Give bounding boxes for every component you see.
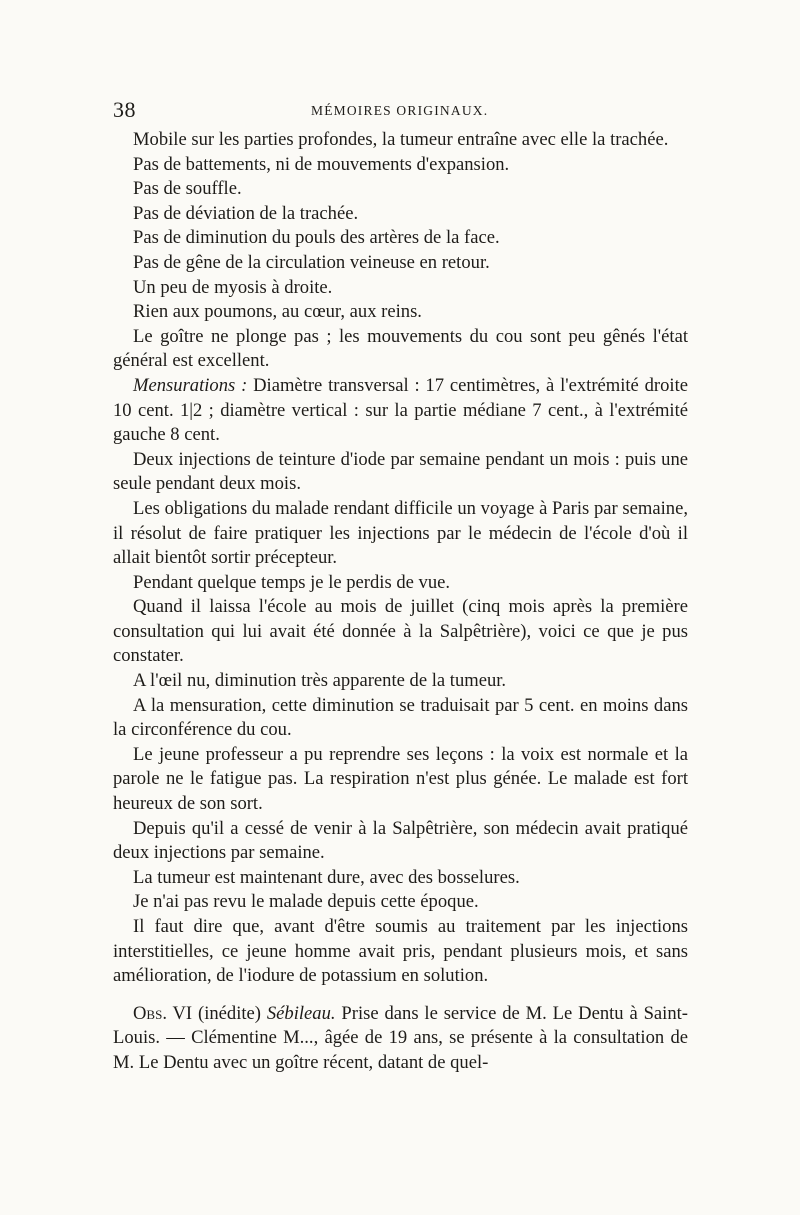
page-header [113, 97, 688, 127]
paragraph: Le jeune professeur a pu reprendre ses leçons : la voix est normale et la parole ne le fatigue pas. La respiration n'est plus génée. Le malade est fort heureux de son sort. [113, 743, 688, 815]
paragraph: Depuis qu'il a cessé de venir à la Salpêtrière, son médecin avait pratiqué deux injections par semaine. [113, 817, 688, 864]
paragraph: Pas de gêne de la circulation veineuse en retour. [133, 251, 490, 273]
paragraph: A la mensuration, cette diminution se traduisait par 5 cent. en moins dans la circonférence du cou. [113, 694, 688, 741]
page-number: 38 [113, 97, 136, 122]
paragraph: A l'œil nu, diminution très apparente de la tumeur. [133, 670, 507, 692]
paragraph: Pas de déviation de la trachée. [133, 202, 359, 224]
paragraph: Pas de battements, ni de mouvements d'expansion. [133, 153, 510, 175]
paragraph: Pas de souffle. [133, 178, 242, 200]
paragraph: Rien aux poumons, au cœur, aux reins. [133, 301, 422, 323]
paragraph: Pendant quelque temps je le perdis de vue. [133, 571, 451, 593]
paragraph-mensurations [113, 374, 688, 448]
paragraph: La tumeur est maintenant dure, avec des bosselures. [133, 866, 520, 888]
mensurations-label: Mensurations : [133, 374, 248, 396]
mensurations-text: Diamètre transversal : 17 centimètres, à l'extrémité droite 10 cent. 1|2 ; diamètre vertical : sur la partie médiane 7 cent., à l'extrémité gauche 8 cent. [113, 374, 688, 446]
observation-author: Sébileau. [266, 1002, 336, 1024]
paragraph: Quand il laissa l'école au mois de juillet (cinq mois après la première consultation qui lui avait été donnée à la Salpêtrière), voici ce que je pus constater. [113, 596, 688, 667]
paragraph: Mobile sur les parties profondes, la tumeur entraîne avec elle la trachée. [133, 129, 669, 150]
paragraph: Deux injections de teinture d'iode par semaine pendant un mois : puis une seule pendant deux mois. [113, 448, 688, 495]
observation-paragraph [113, 1002, 688, 1076]
paragraph: Le goître ne plonge pas ; les mouvements du cou sont peu gênés l'état général est excellent. [113, 325, 688, 372]
observation-note: (inédite) [192, 1002, 267, 1024]
paragraph: Les obligations du malade rendant difficile un voyage à Paris par semaine, il résolut de faire pratiquer les injections par le médecin de l'école d'où il allait bientôt sortir précepteur. [113, 497, 688, 569]
body-text [113, 128, 688, 1076]
paragraph: Il faut dire que, avant d'être soumis au traitement par les injections interstitielles, ce jeune homme avait pris, pendant plusieurs mois, et sans amélioration, de l'iodure de potassium en solution. [113, 916, 688, 987]
paragraph: Un peu de myosis à droite. [133, 276, 333, 298]
observation-number: Obs. VI [133, 1002, 193, 1024]
observation-text: Prise dans le service de M. Le Dentu à Saint-Louis. — Clémentine M..., âgée de 19 ans, se présente à la consultation de M. Le Dentu avec un goître récent, datant de quel- [113, 1002, 688, 1073]
running-head: MÉMOIRES ORIGINAUX. [311, 103, 489, 118]
paragraph: Pas de diminution du pouls des artères de la face. [133, 227, 500, 249]
paragraph: Je n'ai pas revu le malade depuis cette époque. [133, 891, 479, 913]
